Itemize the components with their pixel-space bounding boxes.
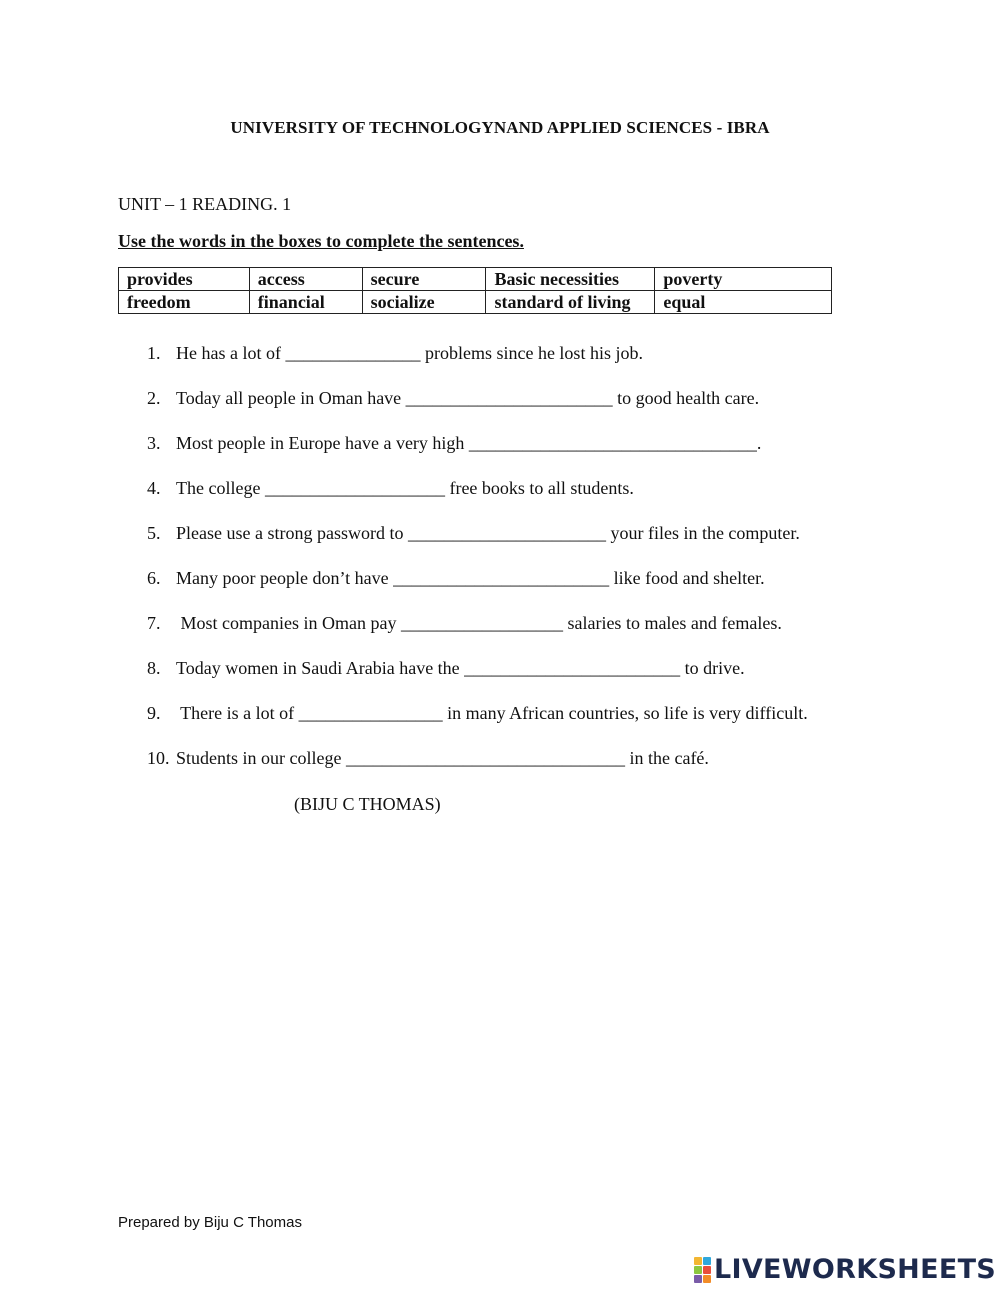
question-text: Most people in Europe have a very high ________________________________. [176,433,762,453]
question-1 [147,343,643,364]
word-cell: Basic necessities [486,268,655,291]
question-8 [147,658,745,679]
question-text: The college ____________________ free books to all students. [176,478,634,498]
logo-block [703,1257,711,1265]
liveworksheets-logo-icon [694,1257,711,1283]
question-5 [147,523,800,544]
question-number: 4. [147,478,161,498]
word-cell: poverty [655,268,832,291]
question-number: 9. [147,703,161,723]
question-text: Please use a strong password to ______________________ your files in the computer. [176,523,800,543]
question-number: 8. [147,658,161,678]
question-3 [147,433,761,454]
question-number: 5. [147,523,161,543]
liveworksheets-wordmark: LIVEWORKSHEETS [714,1254,997,1285]
question-4 [147,478,634,499]
question-number: 7. [147,613,161,633]
word-cell: equal [655,291,832,314]
logo-block [694,1266,702,1274]
question-text: Today all people in Oman have _______________________ to good health care. [176,388,760,408]
word-box-row [119,268,832,291]
word-box-table [118,267,832,314]
question-text: Most companies in Oman pay __________________ salaries to males and females. [176,613,782,633]
question-text: There is a lot of ________________ in many African countries, so life is very difficult. [176,703,808,723]
question-text: Today women in Saudi Arabia have the ________________________ to drive. [176,658,745,678]
word-cell: freedom [119,291,250,314]
word-cell: provides [119,268,250,291]
question-9 [147,703,808,724]
question-2 [147,388,759,409]
word-cell: socialize [362,291,486,314]
page-footer: Prepared by Biju C Thomas [118,1214,302,1231]
question-number: 1. [147,343,161,363]
word-cell: access [249,268,362,291]
author-signature: (BIJU C THOMAS) [294,794,441,814]
logo-block [694,1275,702,1283]
liveworksheets-logo[interactable] [694,1254,996,1285]
word-cell: secure [362,268,486,291]
word-box-row [119,291,832,314]
question-7 [147,613,782,634]
logo-block [703,1266,711,1274]
word-cell: standard of living [486,291,655,314]
unit-heading: UNIT – 1 READING. 1 [118,194,292,214]
question-number: 10. [147,748,170,768]
logo-block [703,1275,711,1283]
instruction-text: Use the words in the boxes to complete the sentences. [118,231,524,251]
question-10 [147,748,709,769]
question-text: He has a lot of _______________ problems since he lost his job. [176,343,643,363]
question-number: 6. [147,568,161,588]
question-text: Students in our college _______________________________ in the café. [176,748,709,768]
question-6 [147,568,765,589]
word-cell: financial [249,291,362,314]
question-number: 2. [147,388,161,408]
question-text: Many poor people don’t have ________________________ like food and shelter. [176,568,765,588]
document-title: UNIVERSITY OF TECHNOLOGYNAND APPLIED SCIENCES - IBRA [230,118,770,137]
logo-block [694,1257,702,1265]
question-number: 3. [147,433,161,453]
